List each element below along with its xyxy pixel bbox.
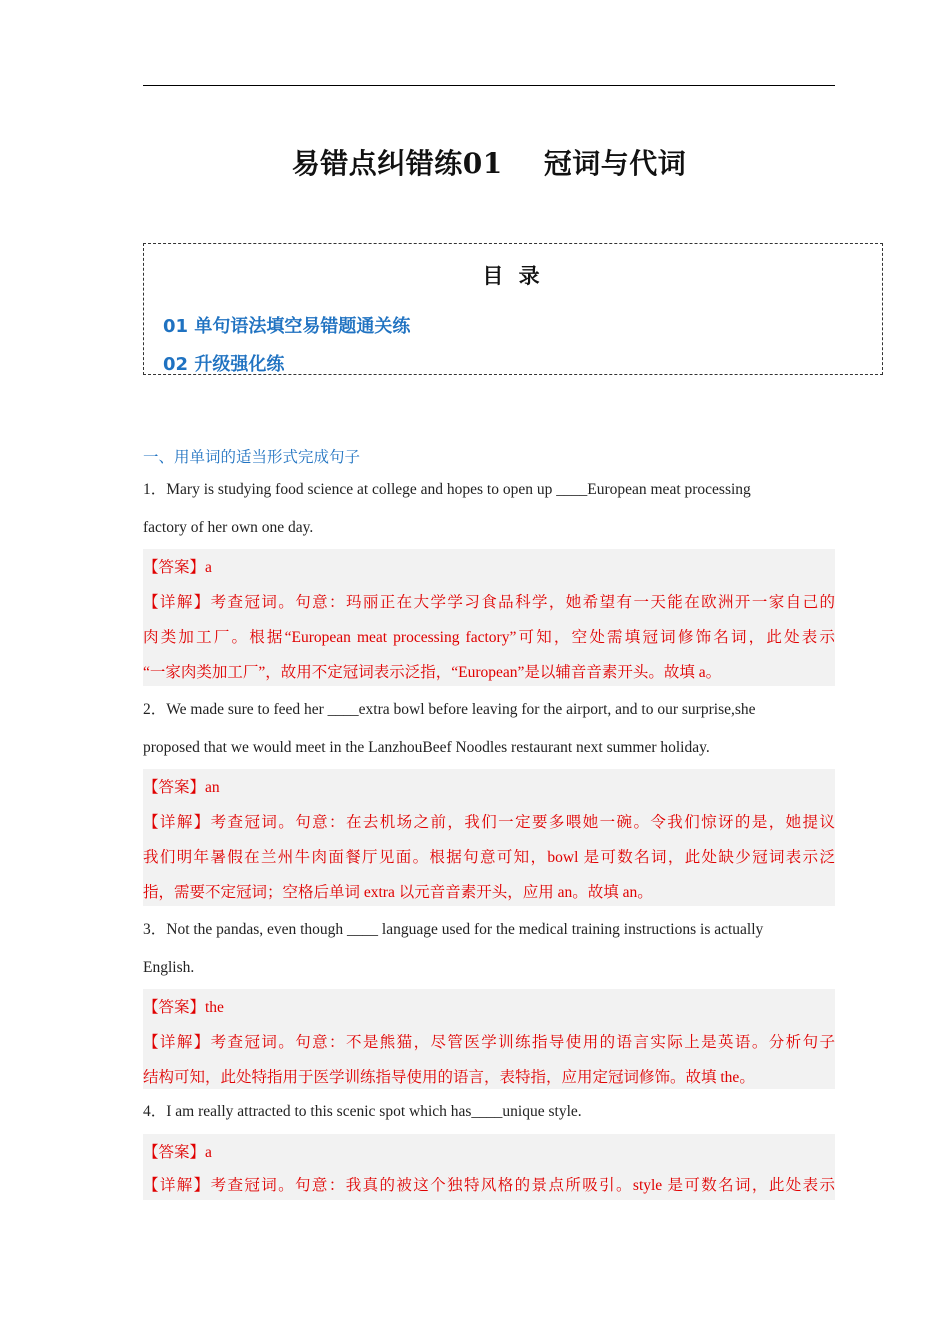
- section-heading: 一、用单词的适当形式完成句子: [143, 448, 361, 466]
- question-line: 3．Not the pandas, even though ____ language used for the medical training instructions is actually: [143, 921, 764, 938]
- answer-block-4: [143, 1134, 835, 1200]
- question-3: [143, 911, 835, 987]
- header-rule: [143, 85, 835, 86]
- answer-block-2: [143, 769, 835, 906]
- question-4: [143, 1093, 835, 1131]
- explanation-line: 【详解】考查冠词。句意：不是熊猫，尽管医学训练指导使用的语言实际上是英语。分析句子: [143, 1034, 835, 1051]
- question-line: factory of her own one day.: [143, 519, 314, 536]
- question-line: 4．I am really attracted to this scenic spot which has____unique style.: [143, 1103, 582, 1120]
- explanation-line: 肉类加工厂。根据“European meat processing factory”可知，空处需填冠词修饰名词，此处表示: [143, 629, 835, 646]
- answer-label: 【答案】an: [143, 779, 220, 796]
- explanation-line: 结构可知，此处特指用于医学训练指导使用的语言，表特指，应用定冠词修饰。故填 the。: [143, 1069, 755, 1086]
- question-2: [143, 691, 835, 767]
- question-line: 1．Mary is studying food science at college and hopes to open up ____European meat processing: [143, 481, 751, 498]
- explanation-line: “一家肉类加工厂”，故用不定冠词表示泛指，“European”是以辅音音素开头。故填 a。: [143, 664, 722, 681]
- answer-label: 【答案】a: [143, 559, 212, 576]
- question-1: [143, 471, 835, 547]
- explanation-line: 【详解】考查冠词。句意：我真的被这个独特风格的景点所吸引。style 是可数名词，此处表示: [143, 1177, 835, 1194]
- answer-label: 【答案】the: [143, 999, 224, 1016]
- explanation-line: 【详解】考查冠词。句意：玛丽正在大学学习食品科学，她希望有一天能在欧洲开一家自己的: [143, 594, 835, 611]
- toc-item-01[interactable]: 01 单句语法填空易错题通关练: [163, 316, 411, 337]
- table-of-contents: [143, 243, 883, 375]
- toc-heading: 目 录: [482, 264, 544, 288]
- toc-item-02[interactable]: 02 升级强化练: [163, 354, 285, 375]
- question-line: 2．We made sure to feed her ____extra bowl before leaving for the airport, and to our surprise,she: [143, 701, 756, 718]
- page-title: 易错点纠错练01 冠词与代词: [291, 147, 687, 180]
- question-line: proposed that we would meet in the LanzhouBeef Noodles restaurant next summer holiday.: [143, 739, 710, 756]
- answer-block-3: [143, 989, 835, 1089]
- answer-block-1: [143, 549, 835, 686]
- answer-label: 【答案】a: [143, 1144, 212, 1161]
- explanation-line: 我们明年暑假在兰州牛肉面餐厅见面。根据句意可知，bowl 是可数名词，此处缺少冠词表示泛: [143, 849, 835, 866]
- question-line: English.: [143, 959, 195, 976]
- explanation-line: 【详解】考查冠词。句意：在去机场之前，我们一定要多喂她一碗。令我们惊讶的是，她提议: [143, 814, 835, 831]
- explanation-line: 指，需要不定冠词；空格后单词 extra 以元音音素开头，应用 an。故填 an。: [143, 884, 653, 901]
